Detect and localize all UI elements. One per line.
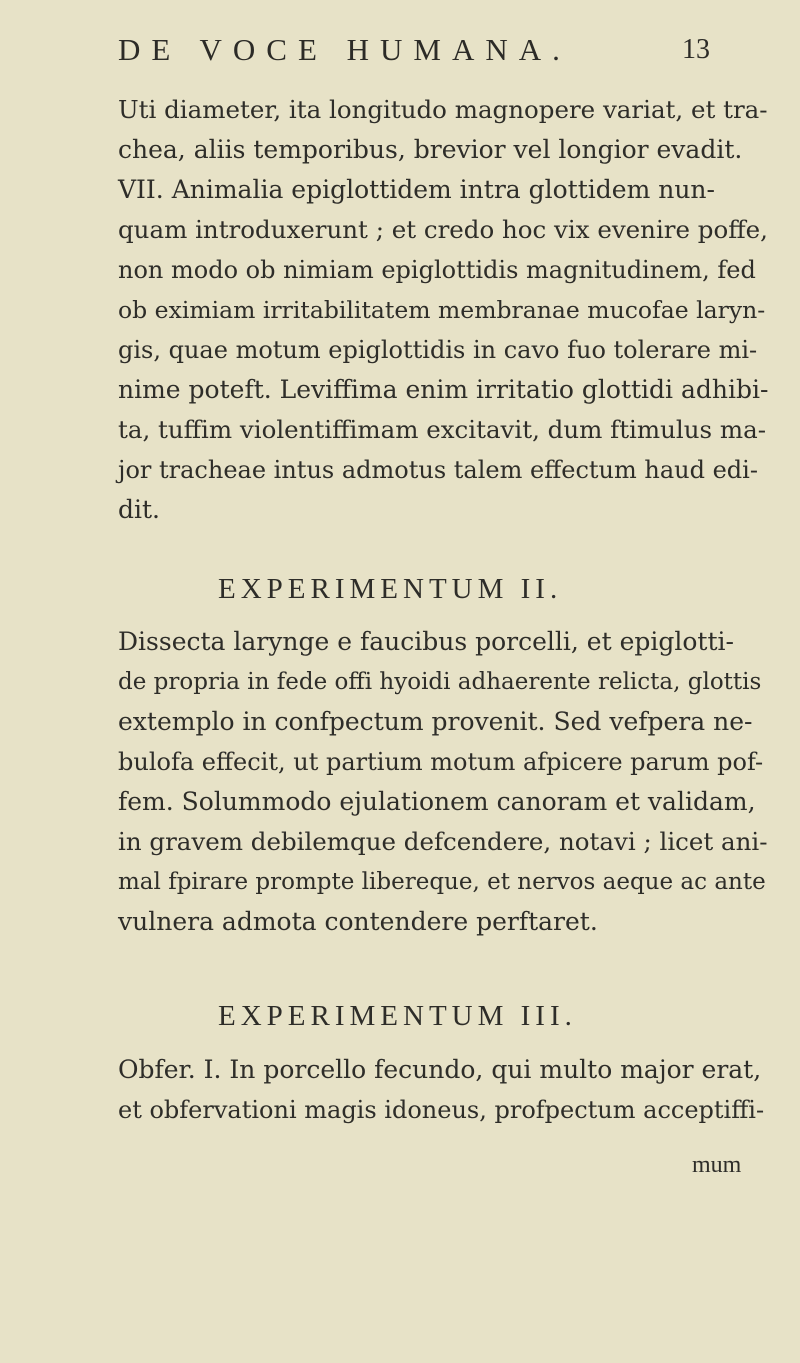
text-line: mal fpirare prompte libereque, et nervos aeque ac ante xyxy=(118,869,766,895)
text-line: ob eximiam irritabilitatem membranae mucofae laryn- xyxy=(118,296,766,324)
text-line: Uti diameter, ita longitudo magnopere variat, et tra- xyxy=(118,95,768,124)
text-line: non modo ob nimiam epiglottidis magnitudinem, fed xyxy=(118,256,756,284)
text-line: vulnera admota contendere perftaret. xyxy=(118,907,598,936)
section-heading-experimentum-iii: EXPERIMENTUM III. xyxy=(218,1000,577,1032)
text-line: dit. xyxy=(118,495,160,524)
page-number: 13 xyxy=(682,34,710,65)
paragraph-block-1 xyxy=(118,90,768,530)
text-line: gis, quae motum epiglottidis in cavo fuo tolerare mi- xyxy=(118,336,758,364)
running-title: DE VOCE HUMANA. xyxy=(118,32,571,67)
text-line: Obfer. I. In porcello fecundo, qui multo major erat, xyxy=(118,1055,762,1084)
text-line: jor tracheae intus admotus talem effectum haud edi- xyxy=(118,456,758,484)
text-line: quam introduxerunt ; et credo hoc vix evenire poffe, xyxy=(118,215,768,244)
text-line: extemplo in confpectum provenit. Sed vefpera ne- xyxy=(118,707,753,736)
text-line: ta, tuffim violentiffimam excitavit, dum ftimulus ma- xyxy=(118,415,766,444)
text-line: de propria in fede offi hyoidi adhaerente relicta, glottis xyxy=(118,669,762,695)
catchword: mum xyxy=(692,1152,742,1178)
text-line: nime poteft. Leviffima enim irritatio glottidi adhibi- xyxy=(118,375,769,404)
text-line: chea, aliis temporibus, brevior vel longior evadit. xyxy=(118,135,743,164)
text-line: et obfervationi magis idoneus, profpectum acceptiffi- xyxy=(118,1096,765,1124)
section-heading-experimentum-ii: EXPERIMENTUM II. xyxy=(218,573,563,605)
text-line: Dissecta larynge e faucibus porcelli, et epiglotti- xyxy=(118,627,734,656)
text-line: bulofa effecit, ut partium motum afpicere parum pof- xyxy=(118,748,764,776)
text-line: VII. Animalia epiglottidem intra glottidem nun- xyxy=(118,175,715,204)
text-line: in gravem debilemque defcendere, notavi ; licet ani- xyxy=(118,827,768,856)
paragraph-block-3 xyxy=(118,1050,768,1130)
running-head xyxy=(110,32,710,72)
text-line: fem. Solummodo ejulationem canoram et validam, xyxy=(118,787,756,816)
paragraph-block-2 xyxy=(118,622,768,942)
